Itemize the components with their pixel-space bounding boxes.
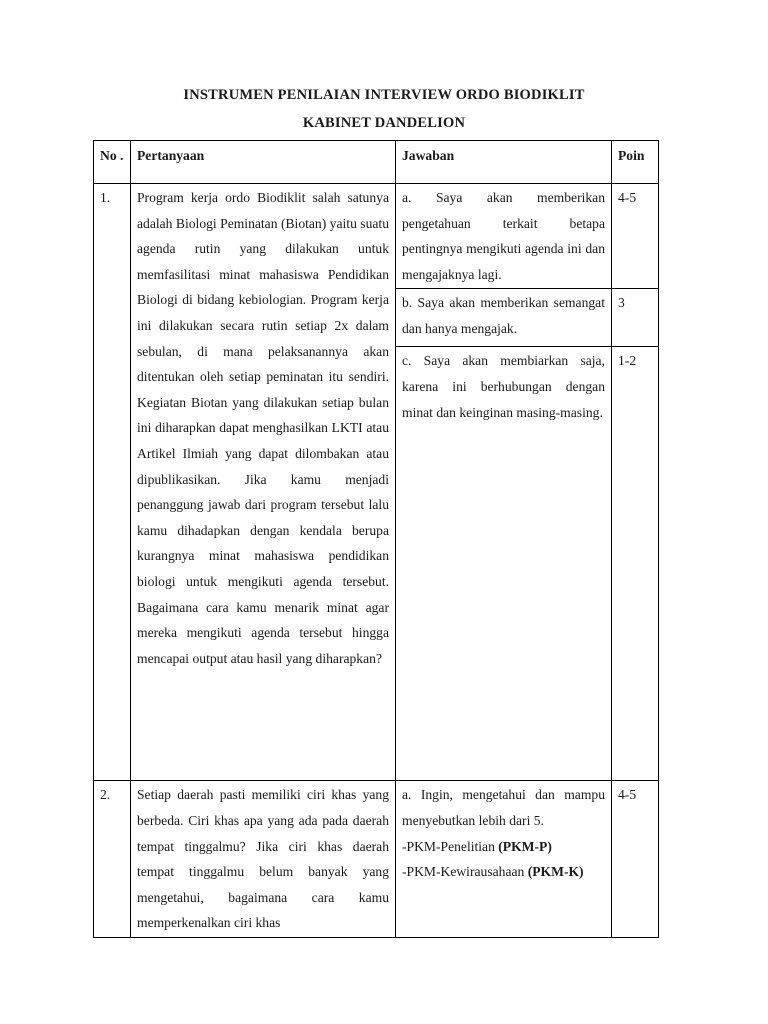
answer-option: b. Saya akan memberikan semangat dan hanya mengajak. [396, 289, 612, 347]
question-text: Setiap daerah pasti memiliki ciri khas yang berbeda. Ciri khas apa yang ada pada daerah tempat tinggalmu? Jika ciri khas daerah tempat tinggalmu belum banyak yang mengetahui, bagaimana cara kamu memperkenalkan ciri khas [131, 781, 396, 938]
question-text: Program kerja ordo Biodiklit salah satunya adalah Biologi Peminatan (Biotan) yaitu suatu agenda rutin yang dilakukan untuk memfasilitasi minat mahasiswa Pendidikan Biologi di bidang kebiologian. Program kerja ini dilakukan secara rutin setiap 2x dalam sebulan, di mana pelaksanannya akan ditentukan oleh setiap peminatan itu sendiri. Kegiatan Biotan yang dilakukan setiap bulan ini diharapkan dapat menghasilkan LKTI atau Artikel Ilmiah yang dapat dilombakan atau dipublikasikan. Jika kamu menjadi penanggung jawab dari program tersebut lalu kamu dihadapkan dengan kendala berupa kurangnya minat mahasiswa pendidikan biologi untuk mengikuti agenda tersebut. Bagaimana cara kamu menarik minat agar mereka mengikuti agenda tersebut hingga mencapai output atau hasil yang diharapkan? [131, 184, 396, 781]
answer-option: a. Saya akan memberikan pengetahuan terkait betapa pentingnya mengikuti agenda ini dan mengajaknya lagi. [396, 184, 612, 289]
answer-option [396, 781, 612, 938]
row-number: 1. [94, 184, 131, 781]
answer-points: 1-2 [612, 347, 659, 781]
table-row [94, 781, 659, 938]
answer-item [402, 834, 605, 860]
answer-item [402, 859, 605, 885]
header-answer: Jawaban [396, 141, 612, 184]
answer-points: 3 [612, 289, 659, 347]
document-title: INSTRUMEN PENILAIAN INTERVIEW ORDO BIODIKLIT [183, 87, 585, 103]
answer-item-code: (PKM-K) [527, 864, 584, 880]
answer-intro: a. Ingin, mengetahui dan mampu menyebutkan lebih dari 5. [402, 787, 605, 828]
assessment-table [93, 140, 659, 938]
answer-option: c. Saya akan membiarkan saja, karena ini berhubungan dengan minat dan keinginan masing-masing. [396, 347, 612, 781]
header-question: Pertanyaan [131, 141, 396, 184]
answer-item-text: -PKM-Penelitian [402, 838, 499, 854]
row-number: 2. [94, 781, 131, 938]
answer-item-code: (PKM-P) [498, 838, 552, 854]
header-points: Poin [612, 141, 659, 184]
table-row [94, 184, 659, 289]
header-no: No . [94, 141, 131, 184]
document-subtitle: KABINET DANDELION [302, 115, 466, 131]
table-header-row [94, 141, 659, 184]
answer-points: 4-5 [612, 184, 659, 289]
answer-points: 4-5 [612, 781, 659, 938]
answer-item-text: -PKM-Kewirausahaan [402, 864, 528, 880]
